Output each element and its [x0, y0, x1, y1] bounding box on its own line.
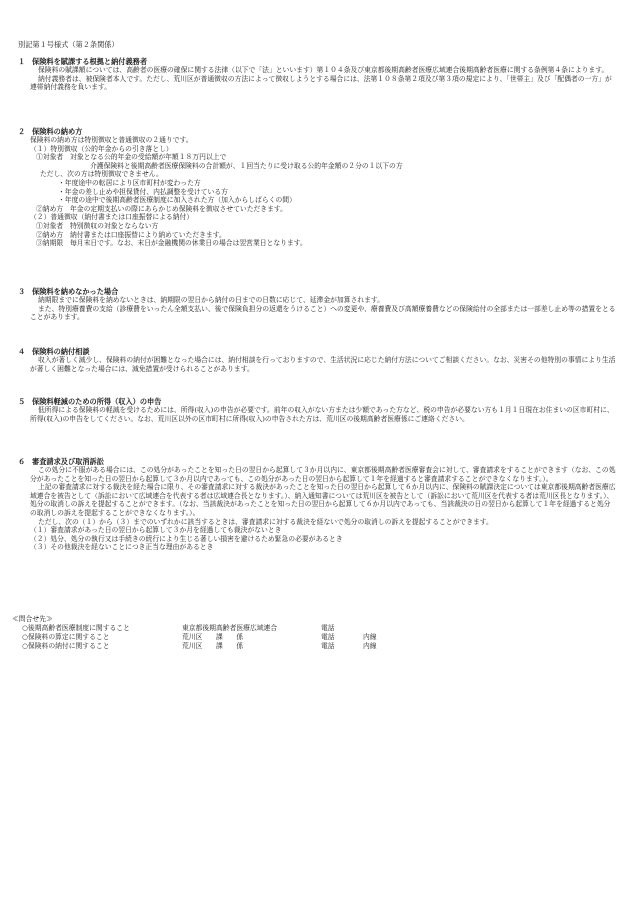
section-number: ６ [18, 457, 26, 466]
contact-ext: 内線 [363, 633, 377, 641]
section-number: ５ [18, 397, 26, 406]
section-title [18, 347, 616, 356]
paragraph: また、特別療養費の支給（診療費をいったん全額支払い、後で保険負担分の返還をうけること）への変更や、療養費及び高額療養費などの保険給付の全部または一部差し止め等の措置をとることがあります。 [30, 304, 616, 322]
section-consultation [18, 347, 616, 373]
list-item: ③納期限 毎月末日です。なお、末日が金融機関の休業日の場合は翌営業日となります。 [36, 239, 307, 248]
paragraph: 収入が著しく減少し、保険料の納付が困難となった場合には、納付相談を行っておりますので、生活状況に応じた納付方法についてご相談ください。なお、災害その他特別の事情により生活が著しく困難となった場合には、減免措置が受けられることがあります。 [30, 356, 616, 373]
paragraph: この処分に不服がある場合には、この処分があったことを知った日の翌日から起算して３か月以内に、東京都後期高齢者医療審査会に対して、審査請求をすることができます（なお、この処分があったことを知った日の翌日から起算して３か月以内であっても、この処分があった日の翌日から起算して１年を経過すると審査請求することができなくなります。）。 [30, 466, 616, 483]
section-heading: 審査請求及び取消訴訟 [32, 457, 104, 466]
section-heading: 保険料の納付相談 [32, 347, 90, 356]
form-label: 別記第１号様式（第２条関係） [18, 40, 119, 49]
contact-org: 東京都後期高齢者医療広域連合 [182, 624, 278, 632]
contact-item: ○保険料の納付に関すること [22, 642, 110, 650]
paragraph: 低所得による保険料の軽減を受けるためには、所得(収入)の申告が必要です。前年の収入がない方または少額であった方など、税の申告が必要ない方も１月１日現在お住まいの区市町村に、所得(収入)の申告をしてください。なお、荒川区以外の区市町村に所得(収入)の申告された方は、荒川区の後期高齢者医療係にご連絡ください。 [30, 406, 614, 423]
list-item: ①対象者 特別徴収の対象とならない方 [36, 221, 159, 230]
contact-tel: 電話 [321, 633, 335, 641]
section-heading: 保険料を賦課する根拠と納付義務者 [32, 57, 148, 66]
paragraph: 納期限までに保険料を納めないときは、納期限の翌日から納付の日までの日数に応じて、延滞金が加算されます。 [38, 296, 384, 304]
contact-heading: ≪問合せ先≫ [12, 615, 53, 623]
section-title [18, 457, 616, 466]
list-item: ・年度の途中で後期高齢者医療制度に加入された方（加入からしばらくの間） [58, 196, 296, 205]
section-basis [18, 57, 616, 92]
list-item: （１）審査請求があった日の翌日から起算して３か月を経過しても裁決がないとき [30, 526, 282, 535]
section-number: ３ [18, 287, 26, 296]
contact-row [12, 633, 602, 642]
section-title [18, 127, 616, 136]
list-item: （３）その他裁決を経ないことにつき正当な理由があるとき [30, 543, 214, 552]
section-number: １ [18, 57, 26, 66]
section-unpaid [18, 287, 616, 322]
contact-item: ○保険料の算定に関すること [22, 633, 110, 641]
contact-row [12, 642, 602, 651]
contact-block [12, 615, 602, 651]
list-item: ①対象者 対象となる公的年金の受給額が年額１８万円以上で [36, 153, 227, 162]
list-item: ②納め方 年金の定期支払いの際にあらかじめ保険料を徴収させていただきます。 [36, 204, 287, 213]
contact-ext: 内線 [363, 642, 377, 650]
section-title [18, 287, 616, 296]
section-payment-method [18, 127, 616, 248]
paragraph: 上記の審査請求に対する裁決を経た場合に限り、その審査請求に対する裁決があったことを知った日の翌日から起算して６か月以内に、保険料の賦課決定については東京都後期高齢者医療広域連合を被告として（訴訟において広域連合を代表する者は広域連合長となります。）、納入通知書については荒川区を被告として（訴訟において荒川区を代表する者は荒川区長となります。）、処分の取消しの訴えを提起することができます。（なお、当該裁決があったことを知った日の翌日から起算して６か月以内であっても、当該裁決の日の翌日から起算して１年を経過すると処分の取消しの訴えを提起することができなくなります。）。 [30, 483, 616, 517]
section-heading: 保険料の納め方 [32, 127, 83, 136]
contact-row [12, 624, 602, 633]
paragraph: 納付義務者は、被保険者本人です。ただし、荒川区が普通徴収の方法によって徴収しようとする場合には、法第１０８条第２項及び第３項の規定により、「世帯主」及び「配偶者の一方」が連帯納付義務を負います。 [30, 74, 612, 92]
list-item: （２）処分、処分の執行又は手続きの続行により生じる著しい損害を避けるため緊急の必要があるとき [30, 534, 343, 543]
subheading: （１）特別徴収（公的年金からの引き落とし） [30, 144, 173, 153]
paragraph: 保険料の賦課額については、高齢者の医療の確保に関する法律（以下で「法」といいます）第１０４条及び東京都後期高齢者医療広域連合後期高齢者医療に関する条例第４条によります。 [38, 66, 609, 74]
subheading: （２）普通徴収（納付書または口座振替による納付） [30, 213, 194, 222]
section-heading: 保険料軽減のための所得（収入）の申告 [32, 397, 162, 406]
section-income-declaration [18, 397, 616, 423]
section-title [18, 57, 616, 66]
contact-tel: 電話 [321, 642, 335, 650]
list-item: ・年金の差し止めや担保貸付、内払調整を受けている方 [58, 187, 228, 196]
contact-org: 荒川区 課 係 [182, 642, 244, 650]
list-item: ただし、次の方は特別徴収できません。 [40, 170, 163, 179]
contact-org: 荒川区 課 係 [182, 633, 244, 641]
section-heading: 保険料を納めなかった場合 [32, 287, 119, 296]
list-item: ②納め方 納付書または口座振替により納めていただきます。 [36, 230, 226, 239]
section-title [18, 397, 616, 406]
list-item: 介護保険料と後期高齢者医療保険料の合計額が、１回当たりに受け取る公的年金額の２分の１以下の方 [90, 161, 403, 170]
paragraph: ただし、次の（１）から（３）までのいずれかに該当するときは、審査請求に対する裁決を経ないで処分の取消しの訴えを提起することができます。 [38, 517, 493, 526]
section-appeal [18, 457, 616, 552]
list-item: ・年度途中の転居により区市町村が変わった方 [58, 178, 201, 187]
contact-item: ○後期高齢者医療制度に関すること [22, 624, 130, 632]
contact-ext [363, 624, 403, 633]
contact-tel: 電話 [321, 624, 335, 632]
section-number: ２ [18, 127, 26, 136]
section-number: ４ [18, 347, 26, 356]
paragraph: 保険料の納め方は特別徴収と普通徴収の２通りです。 [30, 136, 193, 144]
